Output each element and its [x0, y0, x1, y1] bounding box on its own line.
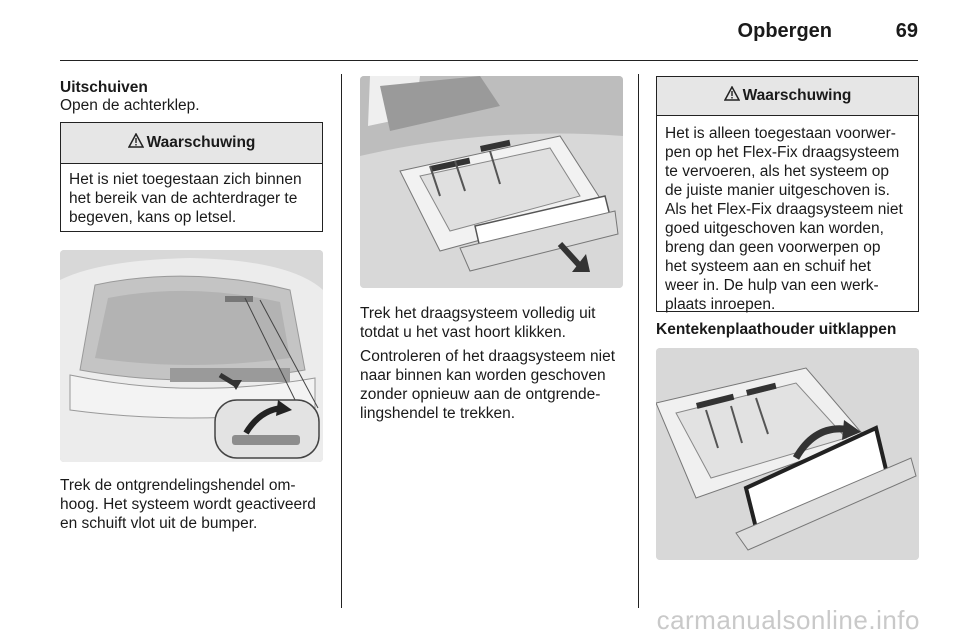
- warning-line: te vervoeren, als het systeem op: [665, 163, 890, 180]
- page-title: Opbergen: [737, 20, 832, 42]
- section-heading-uitschuiven: Uitschuiven: [60, 79, 148, 96]
- paragraph-line: zonder opnieuw aan de ontgrende-: [360, 386, 601, 403]
- warning-line: pen op het Flex-Fix draagsysteem: [665, 144, 900, 161]
- warning-line: plaats inroepen.: [665, 296, 776, 313]
- section-heading-kentekenplaathouder: Kentekenplaathouder uitklappen: [656, 321, 897, 338]
- warning-line: begeven, kans op letsel.: [69, 209, 237, 226]
- paragraph-line: Controleren of het draagsysteem niet: [360, 348, 616, 365]
- illustration-tailgate-release: [60, 250, 323, 462]
- warning-line: het systeem aan en schuif het: [665, 258, 871, 275]
- warning-header: [61, 123, 322, 164]
- header-divider: [60, 60, 918, 61]
- paragraph-line: lingshendel te trekken.: [360, 405, 516, 422]
- caption-line: Trek de ontgrendelingshendel om-: [60, 477, 296, 494]
- caption-line: hoog. Het systeem wordt geactiveerd: [60, 496, 316, 513]
- paragraph-pull-fully: [360, 304, 595, 342]
- warning-box-1: [60, 122, 323, 232]
- column-divider-2: [638, 74, 639, 608]
- warning-triangle-icon: [724, 86, 740, 106]
- paragraph-check-locked: [360, 347, 615, 423]
- warning-line: goed uitgeschoven kan worden,: [665, 220, 884, 237]
- warning-header: [657, 77, 918, 116]
- warning-line: Het is niet toegestaan zich binnen: [69, 171, 302, 188]
- warning-line: Het is alleen toegestaan voorwer-: [665, 125, 896, 142]
- intro-text: Open de achterklep.: [60, 97, 200, 114]
- warning-line: de juiste manier uitgeschoven is.: [665, 182, 890, 199]
- warning-title: Waarschuwing: [742, 87, 852, 104]
- paragraph-line: Trek het draagsysteem volledig uit: [360, 305, 596, 322]
- warning-line: Als het Flex-Fix draagsysteem niet: [665, 201, 903, 218]
- watermark: carmanualsonline.info: [656, 605, 920, 635]
- illustration-carrier-pull-out: [360, 76, 623, 288]
- paragraph-line: totdat u het vast hoort klikken.: [360, 324, 566, 341]
- warning-triangle-icon: [128, 133, 144, 153]
- warning-box-2: [656, 76, 919, 312]
- column-divider-1: [341, 74, 342, 608]
- caption-line: en schuift vlot uit de bumper.: [60, 515, 258, 532]
- illustration-license-plate-holder: [656, 348, 919, 560]
- page-number: 69: [895, 20, 918, 42]
- warning-line: breng dan geen voorwerpen op: [665, 239, 881, 256]
- warning-line: weer in. De hulp van een werk-: [665, 277, 879, 294]
- warning-title: Waarschuwing: [146, 134, 256, 151]
- paragraph-line: naar binnen kan worden geschoven: [360, 367, 606, 384]
- warning-line: het bereik van de achterdrager te: [69, 190, 298, 207]
- caption-release-lever: [60, 476, 316, 533]
